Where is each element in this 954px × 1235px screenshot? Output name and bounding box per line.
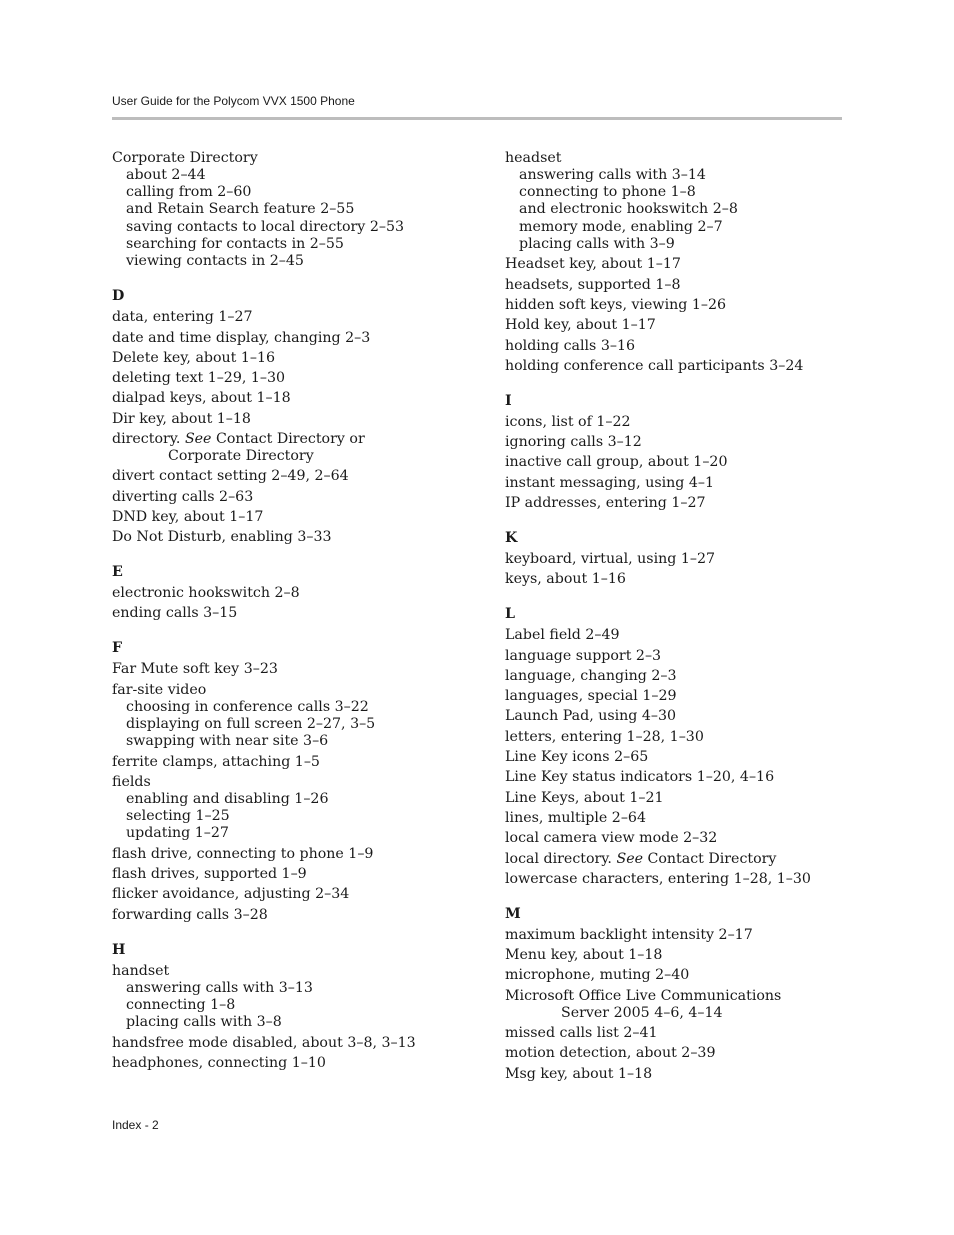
- section-letter: H: [112, 941, 126, 958]
- index-entry: lowercase characters, entering 1–28, 1–30: [505, 870, 811, 887]
- index-entry: keys, about 1–16: [505, 571, 626, 588]
- index-subentry: searching for contacts in 2–55: [126, 235, 344, 252]
- index-entry: diverting calls 2–63: [112, 488, 254, 505]
- index-entry: deleting text 1–29, 1–30: [112, 370, 286, 387]
- entry-text-continued: Server 2005 4–6, 4–14: [561, 1004, 723, 1021]
- index-entry: Do Not Disturb, enabling 3–33: [112, 529, 332, 546]
- index-entry: DND key, about 1–17: [112, 508, 264, 525]
- index-subentry: viewing contacts in 2–45: [126, 253, 304, 270]
- index-entry: holding calls 3–16: [505, 337, 636, 354]
- index-entry: microphone, muting 2–40: [505, 967, 690, 984]
- index-entry: holding conference call participants 3–24: [505, 357, 804, 374]
- page-number: Index - 2: [112, 1118, 159, 1132]
- see-target: Contact Directory or: [215, 431, 365, 447]
- index-entry: Dir key, about 1–18: [112, 410, 251, 427]
- index-entry: language support 2–3: [505, 647, 662, 664]
- index-subentry: calling from 2–60: [126, 184, 252, 201]
- index-subentry: displaying on full screen 2–27, 3–5: [126, 715, 376, 732]
- index-subentry: placing calls with 3–9: [519, 235, 675, 252]
- running-header: User Guide for the Polycom VVX 1500 Phone: [112, 94, 355, 108]
- index-subentry: answering calls with 3–14: [519, 167, 706, 183]
- index-entry: maximum backlight intensity 2–17: [505, 926, 753, 943]
- section-letter: I: [505, 392, 512, 409]
- index-entry: Hold key, about 1–17: [505, 317, 656, 334]
- index-entry: Line Keys, about 1–21: [505, 789, 664, 806]
- entry-text: Microsoft Office Live Communications: [505, 987, 782, 1004]
- index-entry: keyboard, virtual, using 1–27: [505, 550, 716, 567]
- index-entry: far-site video: [112, 681, 207, 698]
- section-letter: F: [112, 640, 123, 657]
- section-letter: E: [112, 564, 123, 581]
- index-column-right: [505, 150, 840, 1083]
- index-subentry: about 2–44: [126, 167, 206, 183]
- entry-term: local directory.: [505, 850, 612, 867]
- index-entry-see: [112, 431, 447, 465]
- index-subentry: selecting 1–25: [126, 808, 230, 825]
- index-entry: headphones, connecting 1–10: [112, 1054, 326, 1071]
- header-rule: [112, 117, 842, 120]
- index-subentry: connecting to phone 1–8: [519, 184, 696, 201]
- index-entry: letters, entering 1–28, 1–30: [505, 728, 704, 745]
- section-letter: M: [505, 905, 521, 922]
- see-target-continued: Corporate Directory: [168, 448, 314, 464]
- index-column-left: [112, 150, 447, 1072]
- index-subentry: connecting 1–8: [126, 996, 236, 1013]
- index-subentry: and Retain Search feature 2–55: [126, 201, 355, 218]
- index-subentry: saving contacts to local directory 2–53: [126, 218, 404, 235]
- index-entry: flicker avoidance, adjusting 2–34: [112, 886, 350, 903]
- index-entry: instant messaging, using 4–1: [505, 474, 715, 491]
- index-entry: hidden soft keys, viewing 1–26: [505, 296, 727, 313]
- section-letter: D: [112, 288, 125, 305]
- entry-term: directory.: [112, 431, 181, 447]
- index-entry: motion detection, about 2–39: [505, 1045, 716, 1062]
- index-entry: Delete key, about 1–16: [112, 349, 276, 366]
- index-subentry: updating 1–27: [126, 825, 229, 842]
- index-entry: ending calls 3–15: [112, 605, 238, 622]
- see-target: Contact Directory: [647, 850, 777, 867]
- index-entry: ferrite clamps, attaching 1–5: [112, 753, 320, 770]
- index-entry: divert contact setting 2–49, 2–64: [112, 468, 349, 485]
- index-entry: handset: [112, 962, 170, 979]
- index-entry: language, changing 2–3: [505, 667, 677, 684]
- see-reference: See: [184, 431, 212, 447]
- index-entry: Headset key, about 1–17: [505, 256, 681, 273]
- index-entry: Line Key icons 2–65: [505, 749, 649, 766]
- index-entry: forwarding calls 3–28: [112, 906, 268, 923]
- index-entry: dialpad keys, about 1–18: [112, 390, 291, 407]
- index-subentry: memory mode, enabling 2–7: [519, 218, 723, 235]
- index-entry: flash drives, supported 1–9: [112, 866, 307, 883]
- index-entry: missed calls list 2–41: [505, 1025, 658, 1042]
- section-letter: K: [505, 529, 518, 546]
- index-entry: local camera view mode 2–32: [505, 830, 718, 847]
- section-letter: L: [505, 606, 515, 623]
- index-entry-see: [505, 851, 840, 868]
- index-entry: Far Mute soft key 3–23: [112, 661, 278, 678]
- index-entry: Label field 2–49: [505, 627, 620, 644]
- index-subentry: and electronic hookswitch 2–8: [519, 201, 738, 218]
- index-subentry: choosing in conference calls 3–22: [126, 698, 369, 715]
- index-entry: Line Key status indicators 1–20, 4–16: [505, 769, 775, 786]
- index-entry: Corporate Directory: [112, 150, 258, 166]
- index-entry: date and time display, changing 2–3: [112, 329, 371, 346]
- index-subentry: placing calls with 3–8: [126, 1014, 282, 1031]
- index-entry: languages, special 1–29: [505, 688, 677, 705]
- index-entry-wrapped: [505, 988, 840, 1022]
- index-subentry: enabling and disabling 1–26: [126, 790, 329, 807]
- see-reference: See: [616, 850, 643, 867]
- index-entry: ignoring calls 3–12: [505, 434, 642, 451]
- index-entry: flash drive, connecting to phone 1–9: [112, 845, 374, 862]
- index-entry: Msg key, about 1–18: [505, 1065, 653, 1082]
- index-entry: headset: [505, 150, 562, 166]
- index-entry: fields: [112, 773, 151, 790]
- index-entry: Menu key, about 1–18: [505, 947, 663, 964]
- index-entry: headsets, supported 1–8: [505, 276, 681, 293]
- index-entry: Launch Pad, using 4–30: [505, 708, 677, 725]
- index-entry: handsfree mode disabled, about 3–8, 3–13: [112, 1034, 416, 1051]
- index-entry: electronic hookswitch 2–8: [112, 585, 300, 602]
- index-entry: inactive call group, about 1–20: [505, 454, 728, 471]
- index-entry: icons, list of 1–22: [505, 413, 631, 430]
- index-subentry: swapping with near site 3–6: [126, 733, 329, 750]
- index-entry: lines, multiple 2–64: [505, 809, 646, 826]
- index-subentry: answering calls with 3–13: [126, 979, 313, 996]
- index-entry: data, entering 1–27: [112, 309, 253, 326]
- index-entry: IP addresses, entering 1–27: [505, 494, 706, 511]
